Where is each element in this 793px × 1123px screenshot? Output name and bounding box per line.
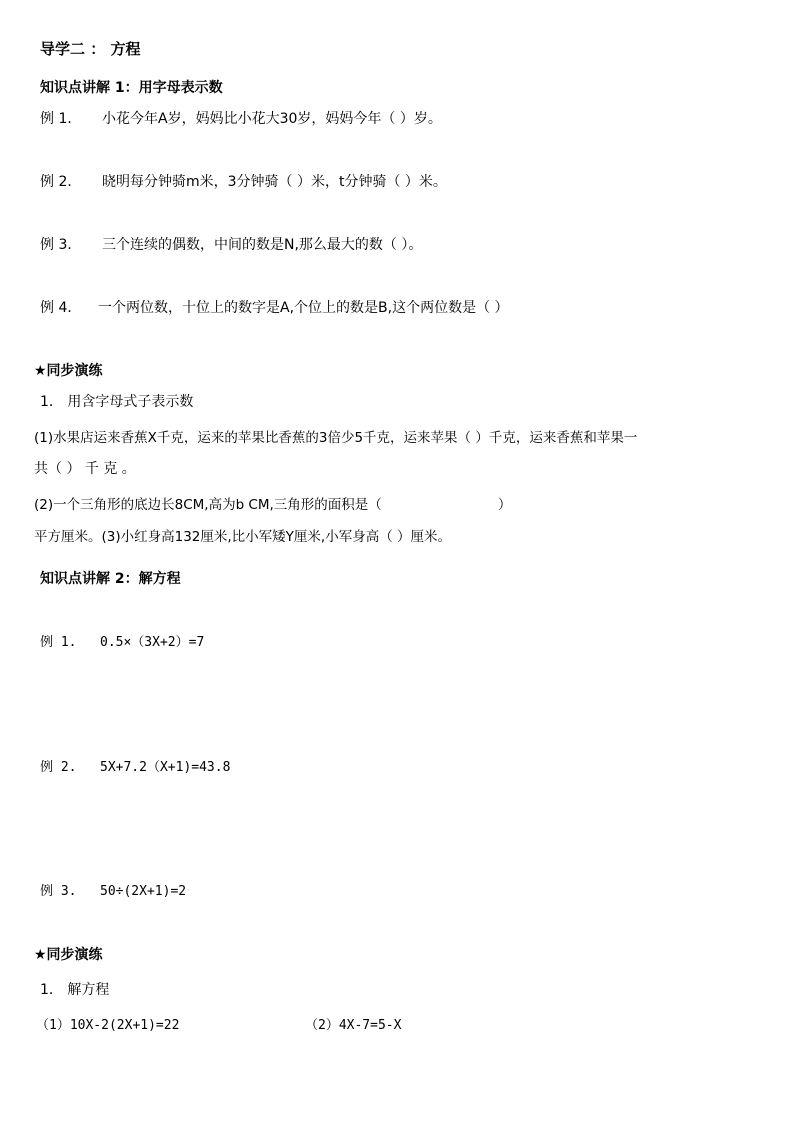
example-text: 三个连续的偶数，中间的数是N,那么最大的数（ ）。 (102, 237, 423, 253)
section-title: 导学二 ： 方程 (40, 40, 141, 58)
equation-example-2 (40, 759, 230, 777)
example-label: 例 2. (40, 760, 77, 775)
practice-heading-2: ★同步演练 (34, 947, 103, 963)
practice-line-3-close: ） (497, 497, 512, 513)
practice-equation-1: （1）10X-2(2X+1)=22 (36, 1018, 180, 1033)
practice-2-item-title: 1． 解方程 (40, 982, 110, 998)
example-text: 0.5×（3X+2）=7 (100, 635, 205, 650)
example-4 (40, 299, 509, 317)
example-3 (40, 236, 422, 254)
example-label: 例 3. (40, 884, 77, 899)
example-label: 例 3． (40, 237, 82, 253)
practice-line-3 (34, 496, 511, 514)
example-text: 一个两位数，十位上的数字是A,个位上的数是B,这个两位数是（ ） (98, 300, 509, 316)
example-1 (40, 110, 442, 128)
example-2 (40, 173, 447, 191)
example-label: 例 1. (40, 635, 77, 650)
equation-example-3 (40, 883, 186, 901)
practice-line-1: (1)水果店运来香蕉X千克，运来的苹果比香蕉的3倍少5千克，运来苹果（ ）千克，运来香蕉和苹果一 (34, 430, 638, 446)
equation-example-1 (40, 634, 204, 652)
practice-line-3-text: (2)一个三角形的底边长8CM,高为b CM,三角形的面积是（ (34, 497, 382, 513)
practice-line-4: 平方厘米。(3)小红身高132厘米,比小军矮Y厘米,小军身高（ ）厘米。 (34, 529, 452, 545)
example-label: 例 4． (40, 300, 82, 316)
practice-heading-1: ★同步演练 (34, 363, 103, 379)
example-text: 50÷(2X+1)=2 (100, 884, 187, 899)
practice-line-2: 共（ ） 千 克 。 (34, 461, 136, 477)
practice-item-title: 1． 用含字母式子表示数 (40, 394, 194, 410)
example-label: 例 2． (40, 174, 82, 190)
example-text: 小花今年A岁，妈妈比小花大30岁，妈妈今年（ ）岁。 (102, 111, 442, 127)
example-label: 例 1． (40, 111, 82, 127)
example-text: 晓明每分钟骑m米，3分钟骑（ ）米，t分钟骑（ ）米。 (102, 174, 447, 190)
example-text: 5X+7.2（X+1)=43.8 (100, 760, 231, 775)
knowledge-heading-2: 知识点讲解 2：解方程 (40, 571, 181, 587)
knowledge-heading-1: 知识点讲解 1：用字母表示数 (40, 80, 223, 96)
practice-equation-2: （2）4X-7=5-X (305, 1018, 402, 1033)
